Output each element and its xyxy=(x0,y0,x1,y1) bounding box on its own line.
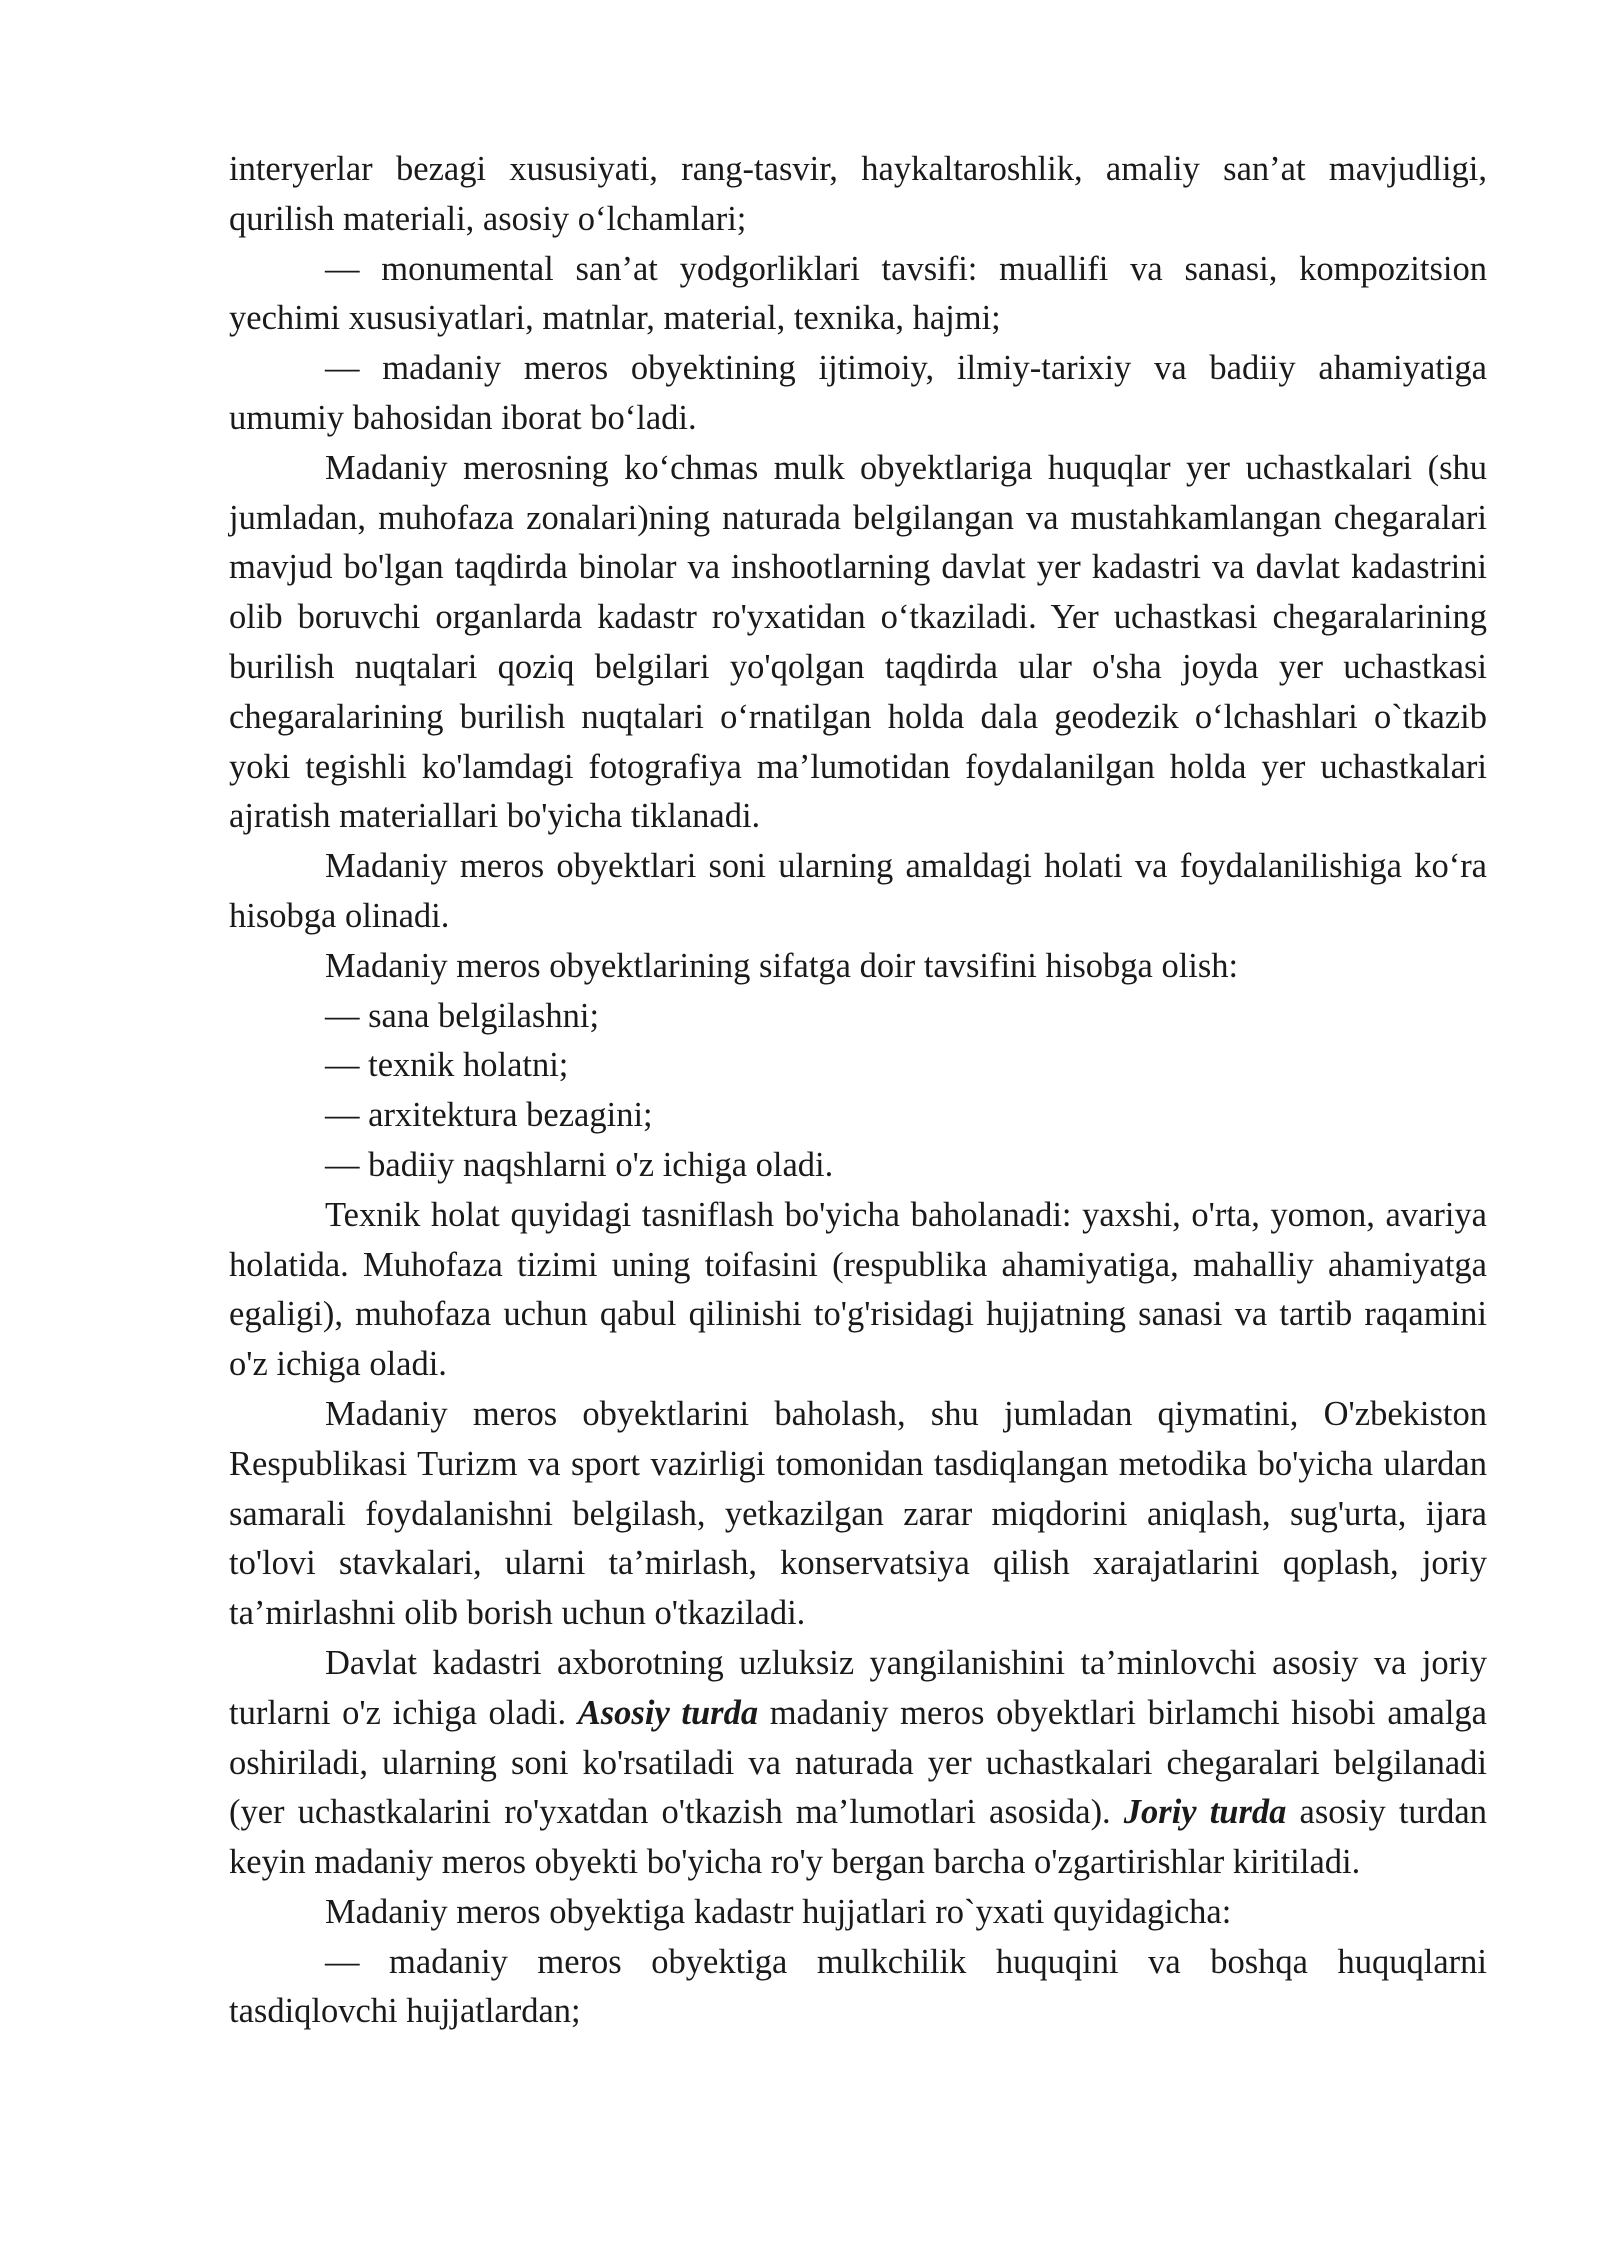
text-span: Davlat kadastri axborotning uzluksiz yangilanishini ta’minlovchi asosiy va joriy turlarni o'z ichiga oladi. xyxy=(229,1643,1487,1732)
paragraph-object-count: Madaniy meros obyektlari soni ularning amaldagi holati va foydalanilishiga ko‘ra hisobga olinadi. xyxy=(229,847,1487,935)
emphasis-asosiy-turda: Asosiy turda xyxy=(577,1693,759,1732)
list-item-monumental: — monumental san’at yodgorliklari tavsifi: muallifi va sanasi, kompozitsion yechimi xususiyatlari, matnlar, material, texnika, hajmi; xyxy=(229,249,1487,338)
paragraph-technical-condition: Texnik holat quyidagi tasniflash bo'yicha baholanadi: yaxshi, o'rta, yomon, avariya holatida. Muhofaza tizimi uning toifasini (respublika ahamiyatiga, mahalliy ahamiyatga egaligi), muhofaza uchun qabul qilinishi to'g'risidagi hujjatning sanasi va tartib raqamini o'z ichiga oladi. xyxy=(229,1195,1487,1384)
list-item-ornament: — badiiy naqshlarni o'z ichiga oladi. xyxy=(325,1145,834,1184)
text-span: madaniy meros obyektlari birlamchi hisobi amalga oshiriladi, ularning soni ko'rsatiladi va naturada yer uchastkalari chegaralari belgilanadi (yer uchastkalarini ro'yxatdan o'tkazish ma’lumotlari asosida). xyxy=(229,1693,1487,1832)
text-span: asosiy turdan keyin madaniy meros obyekti bo'yicha ro'y bergan barcha o'zgartirishlar kiritiladi. xyxy=(229,1793,1487,1882)
document-page xyxy=(229,145,1487,2037)
paragraph-qualitative-intro: Madaniy meros obyektlarining sifatga doir tavsifini hisobga olish: xyxy=(325,946,1239,985)
paragraph-cadastre-types xyxy=(229,1639,1487,1888)
paragraph-valuation: Madaniy meros obyektlarini baholash, shu jumladan qiymatini, O'zbekiston Respublikasi Turizm va sport vazirligi tomonidan tasdiqlangan metodika bo'yicha ulardan samarali foydalanishni belgilash, yetkazilgan zarar miqdorini aniqlash, sug'urta, ijara to'lovi stavkalari, ularni ta’mirlash, konservatsiya qilish xarajatlarini qoplash, joriy ta’mirlashni olib borish uchun o'tkaziladi. xyxy=(229,1394,1487,1633)
paragraph-documents-intro: Madaniy meros obyektiga kadastr hujjatlari ro`yxati quyidagicha: xyxy=(325,1892,1232,1931)
list-item-date: — sana belgilashni; xyxy=(325,996,600,1035)
list-item-ownership-docs: — madaniy meros obyektiga mulkchilik huquqini va boshqa huquqlarni tasdiqlovchi hujjatlardan; xyxy=(229,1942,1487,2031)
list-item-technical: — texnik holatni; xyxy=(325,1046,569,1085)
list-item-architecture: — arxitektura bezagini; xyxy=(325,1096,653,1135)
paragraph-continuation: interyerlar bezagi xususiyati, rang-tasvir, haykaltaroshlik, amaliy san’at mavjudligi, qurilish materiali, asosiy o‘lchamlari; xyxy=(229,150,1487,238)
paragraph-property-rights: Madaniy merosning ko‘chmas mulk obyektlariga huquqlar yer uchastkalari (shu jumladan, muhofaza zonalari)ning naturada belgilangan va mustahkamlangan chegaralari mavjud bo'lgan taqdirda binolar va inshootlarning davlat yer kadastri va davlat kadastrini olib boruvchi organlarda kadastr ro'yxatidan o‘tkaziladi. Yer uchastkasi chegaralarining burilish nuqtalari qoziq belgilari yo'qolgan taqdirda ular o'sha joyda yer uchastkasi chegaralarining burilish nuqtalari o‘rnatilgan holda dala geodezik o‘lchashlari o`tkazib yoki tegishli ko'lamdagi fotografiya ma’lumotidan foydalanilgan holda yer uchastkalari ajratish materiallari bo'yicha tiklanadi. xyxy=(229,448,1487,836)
list-item-assessment: — madaniy meros obyektining ijtimoiy, ilmiy-tarixiy va badiiy ahamiyatiga umumiy bahosidan iborat bo‘ladi. xyxy=(229,349,1487,437)
emphasis-joriy-turda: Joriy turda xyxy=(1123,1793,1287,1832)
